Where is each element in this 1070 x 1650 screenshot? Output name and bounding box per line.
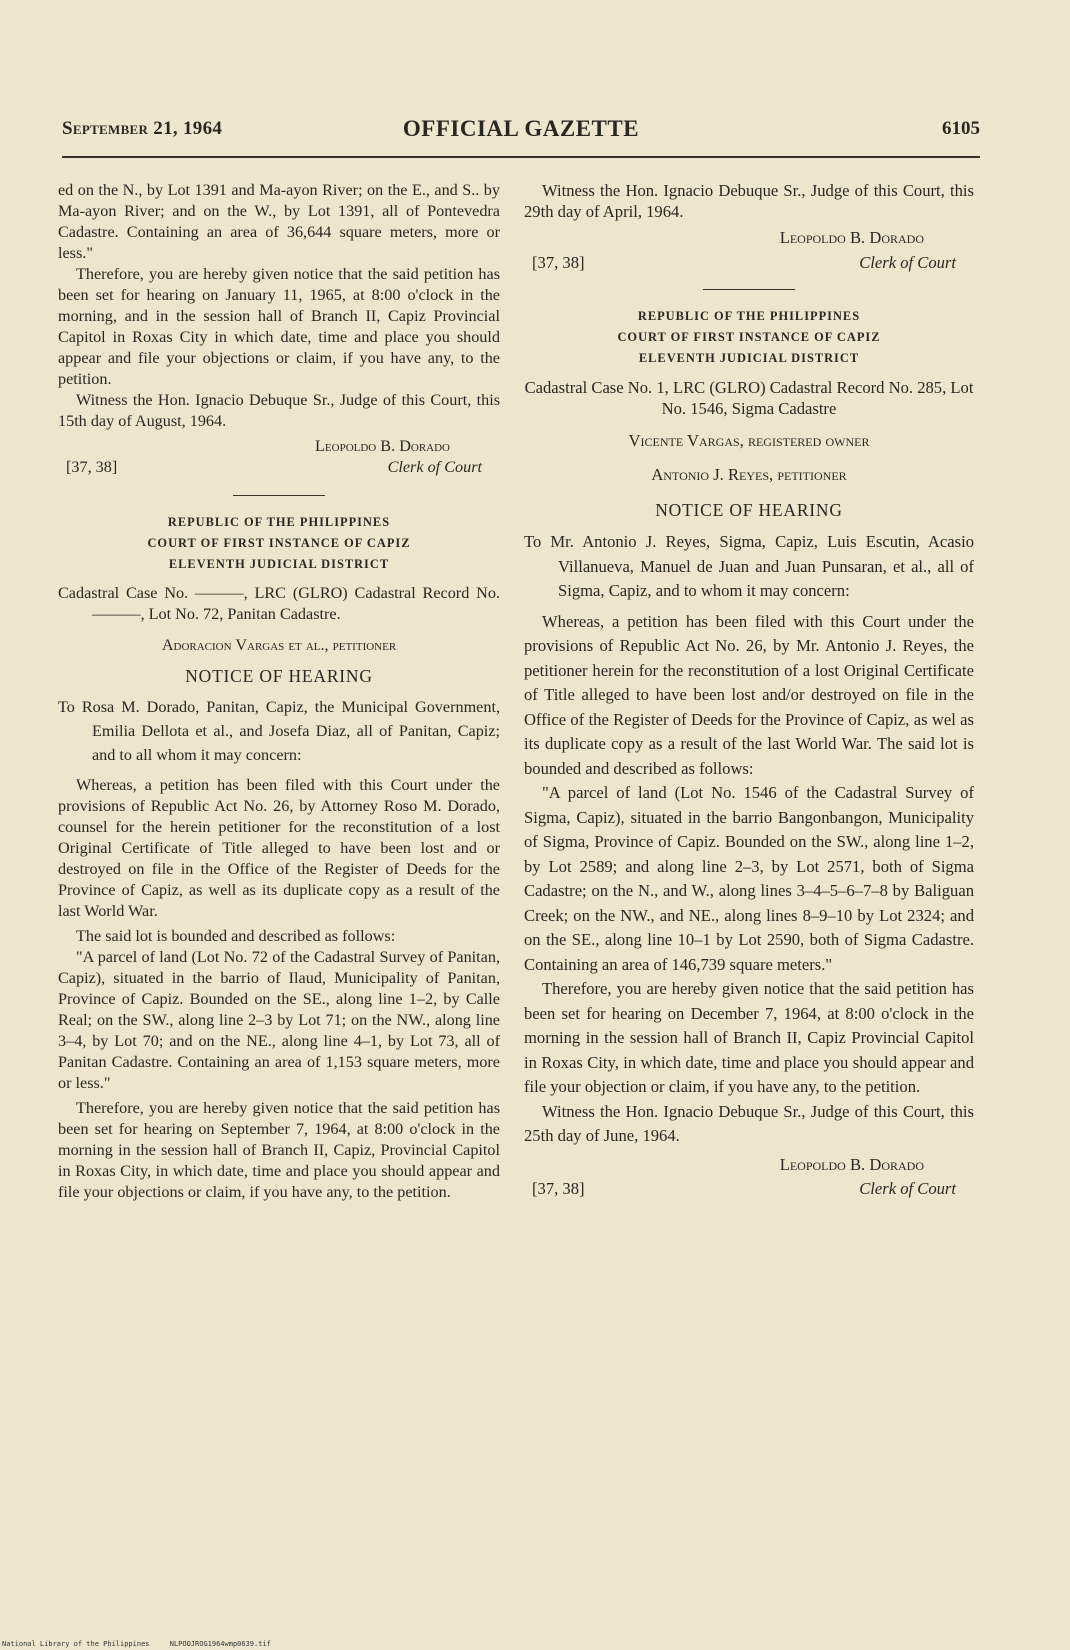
paragraph: The said lot is bounded and described as follows: — [76, 927, 396, 945]
paragraph: Therefore, you are hereby given notice that the said petition has been set for hearing on December 7, 1964, at 8:00 o'clock in the morning in the session hall of Branch II, Capiz Provincial Capitol in Roxas City, in which date, time and place you should appear and file your objection or claim, if you have any, to the petition. — [524, 979, 974, 1096]
scan-footer — [2, 1640, 287, 1648]
paragraph: ed on the N., by Lot 1391 and Ma-ayon River; on the E., and S.. by Ma-ayon River; and on the W., by Lot 1391, all of Pontevedra Cadastre. Containing an area of 36,644 square meters, more or less." — [58, 181, 500, 262]
header-date: September 21, 1964 — [62, 118, 223, 139]
header-title: OFFICIAL GAZETTE — [402, 116, 640, 141]
signatory-title: Clerk of Court — [859, 252, 956, 272]
court-heading-1: REPUBLIC OF THE PHILIPPINES — [167, 515, 391, 529]
paragraph: Therefore, you are hereby given notice that the said petition has been set for hearing on September 7, 1964, at 8:00 o'clock in the morning in the session hall of Branch II, Capiz, Provincial Capitol in Roxas City, in which date, time and place you should appear and file your objections or claim, if you have any, to the petition. — [58, 1099, 500, 1201]
header-page-number: 6105 — [942, 118, 980, 139]
case-title: Cadastral Case No. ———, LRC (GLRO) Cadastral Record No. ———, Lot No. 72, Panitan Cadastre. — [58, 584, 500, 623]
addressee: To Rosa M. Dorado, Panitan, Capiz, the Municipal Government, Emilia Dellota et al., and Josefa Diaz, all of Panitan, Capiz; and to all whom it may concern: — [58, 698, 500, 764]
left-column — [58, 180, 500, 1203]
paragraph: Therefore, you are hereby given notice that the said petition has been set for hearing on January 11, 1965, at 8:00 o'clock in the morning, and in the session hall of Branch II, Capiz Provincial Capitol in Roxas City in which date, time and place you should appear and file your objections or claim, if you have any, to the petition. — [58, 265, 500, 388]
petitioner-line: Antonio J. Reyes, petitioner — [651, 465, 847, 484]
issue-reference: [37, 38] — [66, 458, 118, 476]
signatory-name: Leopoldo B. Dorado — [315, 437, 450, 455]
notice-heading: NOTICE OF HEARING — [185, 666, 373, 686]
owner-line: Vicente Vargas, registered owner — [628, 430, 870, 450]
page-header — [62, 118, 980, 148]
court-heading-2: COURT OF FIRST INSTANCE OF CAPIZ — [147, 536, 411, 550]
right-column — [524, 180, 974, 1199]
paragraph: Witness the Hon. Ignacio Debuque Sr., Judge of this Court, this 29th day of April, 1964. — [524, 181, 974, 221]
paragraph: Witness the Hon. Ignacio Debuque Sr., Judge of this Court, this 15th day of August, 1964. — [58, 391, 500, 430]
signature-row — [524, 1177, 974, 1199]
footer-source: National Library of the Philippines — [2, 1640, 150, 1648]
section-divider — [233, 495, 325, 496]
signature-row — [524, 251, 974, 273]
signature-row — [58, 457, 500, 479]
petitioner-line: Adoracion Vargas et al., petitioner — [161, 636, 397, 654]
issue-reference: [37, 38] — [532, 1179, 585, 1198]
section-divider — [703, 289, 795, 290]
lot-description: "A parcel of land (Lot No. 1546 of the Cadastral Survey of Sigma, Capiz), situated in the barrio Bangonbangon, Municipality of Sigma, Province of Capiz. Bounded on the SW., along line 1–2, by Lot 2589; and along line 2–3, by Lot 2571, both of Sigma Cadastre; on the N., and W., along lines 3–4–5–6–7–8 by Baliguan Creek; on the NW., and NE., along lines 8–9–10 by Lot 2324; and on the SE., along line 10–1 by Lot 2590, both of Sigma Cadastre. Containing an area of 146,739 square meters." — [524, 783, 974, 974]
footer-file: NLPOOJROG1964wmp0639.tif — [169, 1640, 271, 1648]
case-title: Cadastral Case No. 1, LRC (GLRO) Cadastral Record No. 285, Lot No. 1546, Sigma Cadastre — [524, 377, 974, 418]
signatory-title: Clerk of Court — [387, 458, 482, 476]
paragraph: Whereas, a petition has been filed with this Court under the provisions of Republic Act No. 26, by Mr. Antonio J. Reyes, the petitioner herein for the reconstitution of a lost Original Certificate of Title alleged to have been lost and/or destroyed on file in the Office of the Register of Deeds for the Province of Capiz, as wel as its duplicate copy as a result of the last World War. The said lot is bounded and described as follows: — [524, 611, 974, 778]
paragraph: Whereas, a petition has been filed with this Court under the provisions of Republic Act No. 26, by Attorney Roso M. Dorado, counsel for the herein petitioner for the reconstitution of a lost Original Certificate of Title alleged to have been lost and or destroyed on file in the Office of the Register of Deeds for the Province of Capiz, as well as its duplicate copy as a result of the last World War. — [58, 776, 500, 920]
lot-description: "A parcel of land (Lot No. 72 of the Cadastral Survey of Panitan, Capiz), situated in the barrio of Ilaud, Municipality of Panitan, Province of Capiz. Bounded on the SE., along line 1–2, by Calle Real; on the SW., along line 2–3 by Lot 71; on the NW., along line 3–4, by Lot 70; and on the NE., along line 4–1, by Lot 73, all of Panitan Cadastre. Containing an area of 1,153 square meters, more or less." — [58, 948, 500, 1092]
court-heading-1: REPUBLIC OF THE PHILIPPINES — [637, 308, 861, 323]
court-heading-3: ELEVENTH JUDICIAL DISTRICT — [168, 557, 390, 571]
header-rule — [62, 156, 980, 158]
issue-reference: [37, 38] — [532, 252, 585, 272]
signatory-name: Leopoldo B. Dorado — [779, 228, 924, 247]
court-heading-2: COURT OF FIRST INSTANCE OF CAPIZ — [617, 329, 881, 344]
addressee: To Mr. Antonio J. Reyes, Sigma, Capiz, Luis Escutin, Acasio Villanueva, Manuel de Juan and Juan Punsaran, et al., all of Sigma, Capiz, and to whom it may concern: — [524, 532, 974, 600]
court-heading-3: ELEVENTH JUDICIAL DISTRICT — [638, 350, 860, 365]
signatory-name: Leopoldo B. Dorado — [779, 1154, 924, 1174]
signatory-title: Clerk of Court — [859, 1179, 956, 1198]
paragraph: Witness the Hon. Ignacio Debuque Sr., Judge of this Court, this 25th day of June, 1964. — [524, 1101, 974, 1145]
notice-heading: NOTICE OF HEARING — [655, 499, 843, 520]
